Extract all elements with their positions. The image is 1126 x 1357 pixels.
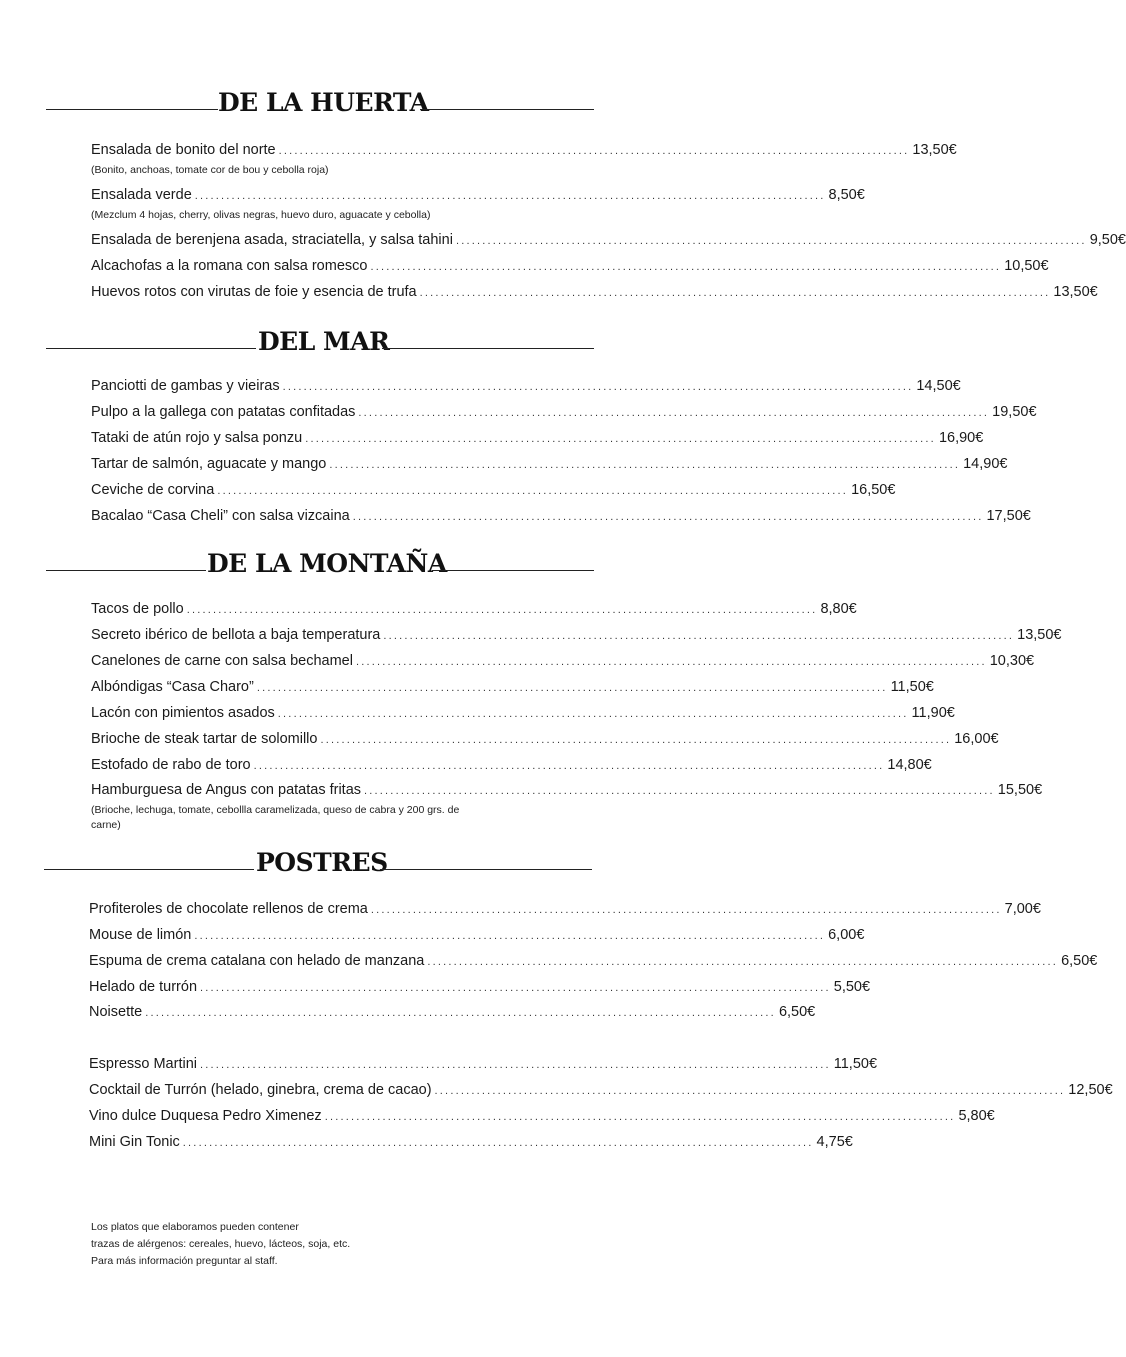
leader-dots: ........................................................................................................................ bbox=[364, 785, 995, 797]
section-heading-postres bbox=[0, 848, 640, 878]
menu-item bbox=[91, 781, 1043, 833]
item-price: 15,50€ bbox=[997, 782, 1043, 798]
heading-rule-left bbox=[44, 869, 254, 870]
item-price: 19,50€ bbox=[992, 404, 1037, 420]
menu-item bbox=[91, 429, 984, 448]
section-heading-mar bbox=[0, 327, 640, 357]
menu-item bbox=[89, 900, 1041, 919]
leader-dots: ........................................................................................................................ bbox=[145, 1007, 776, 1019]
item-name: Helado de turrón bbox=[89, 979, 198, 995]
section-title: DEL MAR bbox=[258, 327, 390, 356]
menu-item bbox=[89, 1003, 816, 1022]
item-description: (Bonito, anchoas, tomate cor de bou y cebolla roja) bbox=[91, 164, 329, 176]
item-price: 10,30€ bbox=[989, 653, 1035, 669]
heading-rule-right bbox=[432, 570, 594, 571]
item-price: 12,50€ bbox=[1068, 1082, 1113, 1098]
item-price: 14,80€ bbox=[887, 757, 932, 773]
item-name: Ensalada verde bbox=[91, 187, 192, 203]
leader-dots: ........................................................................................................................ bbox=[278, 145, 910, 157]
menu-item bbox=[89, 1133, 853, 1152]
menu-item bbox=[91, 377, 961, 396]
item-name: Panciotti de gambas y vieiras bbox=[91, 378, 280, 394]
item-price: 11,90€ bbox=[911, 705, 955, 721]
leader-dots: ........................................................................................................................ bbox=[324, 1111, 956, 1123]
section-title: POSTRES bbox=[256, 848, 388, 877]
menu-item bbox=[91, 141, 957, 178]
menu-item bbox=[91, 283, 1098, 302]
menu-item bbox=[91, 455, 1008, 474]
item-price: 6,50€ bbox=[778, 1004, 816, 1020]
item-name: Huevos rotos con virutas de foie y esencia de trufa bbox=[91, 284, 417, 300]
item-price: 10,50€ bbox=[1004, 258, 1049, 274]
leader-dots: ........................................................................................................................ bbox=[253, 760, 885, 772]
item-name: Cocktail de Turrón (helado, ginebra, crema de cacao) bbox=[89, 1082, 432, 1098]
menu-item bbox=[91, 600, 857, 619]
leader-dots: ........................................................................................................................ bbox=[186, 604, 818, 616]
leader-dots: ........................................................................................................................ bbox=[370, 261, 1002, 273]
item-name: Secreto ibérico de bellota a baja temperatura bbox=[91, 627, 381, 643]
menu-item bbox=[91, 257, 1049, 276]
item-description: (Brioche, lechuga, tomate, cebollla caramelizada, queso de cabra y 200 grs. de carne) bbox=[91, 804, 460, 831]
item-price: 11,50€ bbox=[890, 679, 934, 695]
heading-rule-left bbox=[46, 570, 206, 571]
leader-dots: ........................................................................................................................ bbox=[370, 904, 1002, 916]
item-price: 9,50€ bbox=[1089, 232, 1126, 248]
item-name: Lacón con pimientos asados bbox=[91, 705, 275, 721]
item-price: 7,00€ bbox=[1004, 901, 1041, 917]
allergen-note-line: Los platos que elaboramos pueden contener bbox=[91, 1221, 299, 1233]
leader-dots: ........................................................................................................................ bbox=[282, 381, 914, 393]
menu-item bbox=[91, 652, 1035, 671]
item-price: 8,50€ bbox=[828, 187, 865, 203]
item-name: Noisette bbox=[89, 1004, 143, 1020]
item-name: Tacos de pollo bbox=[91, 601, 184, 617]
item-price: 17,50€ bbox=[986, 508, 1031, 524]
leader-dots: ........................................................................................................................ bbox=[199, 1059, 831, 1071]
item-price: 14,90€ bbox=[963, 456, 1008, 472]
leader-dots: ........................................................................................................................ bbox=[352, 511, 984, 523]
item-name: Bacalao “Casa Cheli” con salsa vizcaina bbox=[91, 508, 350, 524]
item-name: Tataki de atún rojo y salsa ponzu bbox=[91, 430, 303, 446]
menu-item bbox=[91, 403, 1037, 422]
leader-dots: ........................................................................................................................ bbox=[455, 235, 1087, 247]
menu-item bbox=[91, 626, 1062, 645]
leader-dots: ........................................................................................................................ bbox=[200, 982, 831, 994]
item-price: 4,75€ bbox=[816, 1134, 853, 1150]
item-name: Albóndigas “Casa Charo” bbox=[91, 679, 254, 695]
item-price: 13,50€ bbox=[1017, 627, 1062, 643]
menu-item bbox=[91, 507, 1031, 526]
item-name: Mini Gin Tonic bbox=[89, 1134, 180, 1150]
menu-item bbox=[91, 704, 955, 723]
allergen-note-line: trazas de alérgenos: cereales, huevo, lácteos, soja, etc. bbox=[91, 1238, 351, 1250]
menu-item bbox=[91, 730, 999, 749]
item-price: 16,90€ bbox=[938, 430, 984, 446]
item-name: Tartar de salmón, aguacate y mango bbox=[91, 456, 327, 472]
heading-rule-right bbox=[420, 109, 594, 110]
item-price: 16,00€ bbox=[954, 731, 999, 747]
allergen-note-line: Para más información preguntar al staff. bbox=[91, 1255, 278, 1267]
item-price: 8,80€ bbox=[820, 601, 857, 617]
item-price: 16,50€ bbox=[851, 482, 896, 498]
section-heading-montana bbox=[0, 549, 640, 579]
leader-dots: ........................................................................................................................ bbox=[358, 407, 990, 419]
item-name: Hamburguesa de Angus con patatas fritas bbox=[91, 782, 362, 798]
item-price: 5,50€ bbox=[833, 979, 871, 995]
item-name: Pulpo a la gallega con patatas confitadas bbox=[91, 404, 356, 420]
leader-dots: ........................................................................................................................ bbox=[329, 459, 961, 471]
allergen-note bbox=[91, 1219, 350, 1270]
item-name: Ensalada de berenjena asada, straciatella, y salsa tahini bbox=[91, 232, 453, 248]
item-name: Ensalada de bonito del norte bbox=[91, 142, 276, 158]
section-title: DE LA HUERTA bbox=[218, 88, 429, 117]
leader-dots: ........................................................................................................................ bbox=[277, 708, 909, 720]
item-name: Profiteroles de chocolate rellenos de crema bbox=[89, 901, 368, 917]
menu-item bbox=[89, 1055, 878, 1074]
leader-dots: ........................................................................................................................ bbox=[182, 1137, 814, 1149]
heading-rule-right bbox=[382, 348, 594, 349]
section-heading-huerta bbox=[0, 88, 640, 118]
item-price: 11,50€ bbox=[833, 1056, 878, 1072]
menu-item bbox=[91, 481, 896, 500]
menu-item bbox=[91, 678, 934, 697]
item-price: 6,50€ bbox=[1061, 953, 1098, 969]
item-price: 13,50€ bbox=[1053, 284, 1098, 300]
leader-dots: ........................................................................................................................ bbox=[419, 287, 1051, 299]
leader-dots: ........................................................................................................................ bbox=[256, 682, 888, 694]
section-title: DE LA MONTAÑA bbox=[207, 549, 447, 578]
menu-item bbox=[89, 1107, 995, 1126]
menu-item bbox=[89, 952, 1098, 971]
item-name: Estofado de rabo de toro bbox=[91, 757, 251, 773]
item-name: Brioche de steak tartar de solomillo bbox=[91, 731, 318, 747]
item-name: Ceviche de corvina bbox=[91, 482, 215, 498]
menu-item bbox=[91, 231, 1126, 250]
leader-dots: ........................................................................................................................ bbox=[427, 956, 1059, 968]
heading-rule-left bbox=[46, 348, 256, 349]
heading-rule-left bbox=[46, 109, 218, 110]
item-name: Alcachofas a la romana con salsa romesco bbox=[91, 258, 368, 274]
item-name: Vino dulce Duquesa Pedro Ximenez bbox=[89, 1108, 322, 1124]
item-name: Mouse de limón bbox=[89, 927, 192, 943]
item-price: 5,80€ bbox=[958, 1108, 995, 1124]
leader-dots: ........................................................................................................................ bbox=[434, 1085, 1066, 1097]
leader-dots: ........................................................................................................................ bbox=[217, 485, 849, 497]
item-price: 13,50€ bbox=[912, 142, 957, 158]
item-price: 14,50€ bbox=[916, 378, 961, 394]
item-price: 6,00€ bbox=[828, 927, 865, 943]
menu-item bbox=[91, 756, 932, 775]
menu-item bbox=[89, 926, 865, 945]
leader-dots: ........................................................................................................................ bbox=[383, 630, 1015, 642]
menu-item bbox=[89, 978, 871, 997]
item-name: Espuma de crema catalana con helado de manzana bbox=[89, 953, 425, 969]
leader-dots: ........................................................................................................................ bbox=[305, 433, 936, 445]
leader-dots: ........................................................................................................................ bbox=[194, 930, 826, 942]
leader-dots: ........................................................................................................................ bbox=[355, 656, 987, 668]
item-name: Espresso Martini bbox=[89, 1056, 197, 1072]
leader-dots: ........................................................................................................................ bbox=[320, 734, 952, 746]
item-description: (Mezclum 4 hojas, cherry, olivas negras, huevo duro, aguacate y cebolla) bbox=[91, 209, 431, 221]
leader-dots: ........................................................................................................................ bbox=[194, 190, 826, 202]
menu-item bbox=[91, 186, 865, 223]
menu-item bbox=[89, 1081, 1113, 1100]
item-name: Canelones de carne con salsa bechamel bbox=[91, 653, 353, 669]
heading-rule-right bbox=[380, 869, 592, 870]
